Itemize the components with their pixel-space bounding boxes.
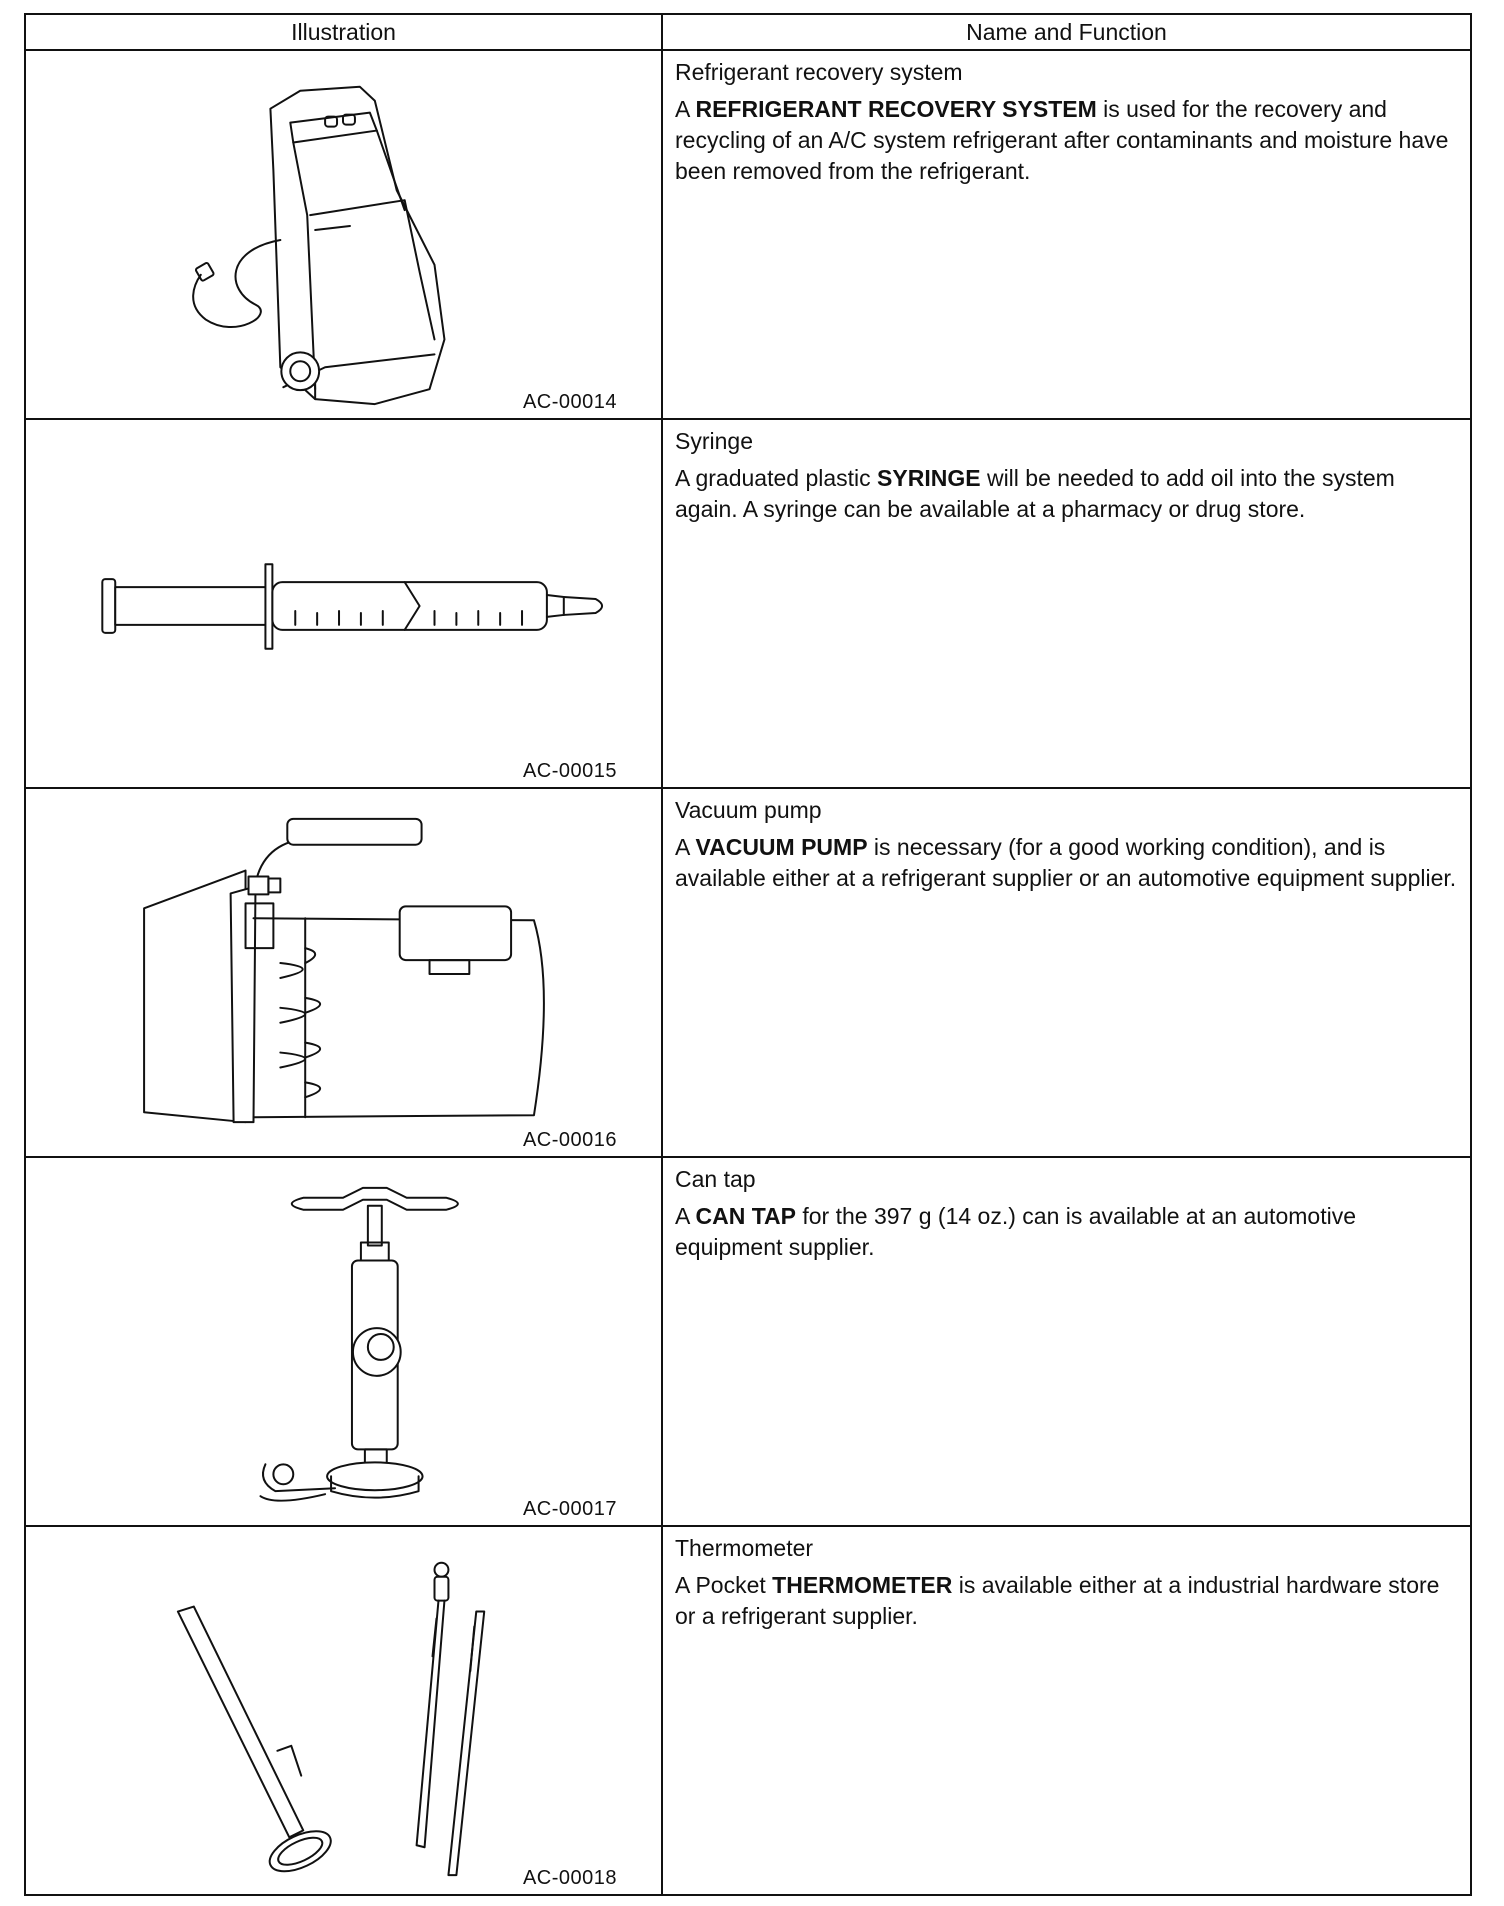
header-name-function: Name and Function [662, 14, 1471, 50]
vacuum-pump-icon [26, 789, 661, 1156]
tool-name: Refrigerant recovery system [675, 59, 963, 85]
table-row [25, 788, 1471, 1157]
tool-name: Syringe [675, 428, 753, 454]
table-row [25, 1526, 1471, 1895]
description-cell [662, 1526, 1471, 1895]
tool-function: A VACUUM PUMP is necessary (for a good working condition), and is available either at a refrigerant supplier or an automotive equipment supplier. [675, 834, 1457, 891]
syringe-icon [26, 420, 661, 787]
tool-name: Vacuum pump [675, 797, 822, 823]
figure-code: AC-00015 [522, 760, 617, 782]
thermometer-icon [26, 1527, 661, 1894]
description-cell [662, 1157, 1471, 1526]
tool-function: A CAN TAP for the 397 g (14 oz.) can is available at an automotive equipment supplier. [675, 1203, 1356, 1260]
tool-name: Thermometer [675, 1535, 814, 1561]
illustration-cell [25, 788, 662, 1157]
tool-name: Can tap [675, 1166, 756, 1192]
can-tap-icon [26, 1158, 661, 1525]
description-cell [662, 788, 1471, 1157]
illustration-cell [25, 1157, 662, 1526]
figure-code: AC-00014 [522, 391, 617, 413]
table-row [25, 50, 1471, 419]
illustration-cell [25, 419, 662, 788]
tools-table [24, 13, 1472, 1896]
description-cell [662, 419, 1471, 788]
figure-code: AC-00017 [522, 1498, 617, 1520]
tool-function: A REFRIGERANT RECOVERY SYSTEM is used for the recovery and recycling of an A/C system refrigerant after contaminants and moisture have been removed from the refrigerant. [675, 96, 1449, 184]
figure-code: AC-00018 [522, 1867, 617, 1889]
tool-function: A graduated plastic SYRINGE will be needed to add oil into the system again. A syringe can be available at a pharmacy or drug store. [675, 465, 1395, 522]
header-illustration: Illustration [25, 14, 662, 50]
refrigerant-recovery-system-icon [26, 51, 661, 418]
illustration-cell [25, 1526, 662, 1895]
tool-function: A Pocket THERMOMETER is available either at a industrial hardware store or a refrigerant supplier. [675, 1572, 1440, 1629]
description-cell [662, 50, 1471, 419]
illustration-cell [25, 50, 662, 419]
table-row [25, 1157, 1471, 1526]
table-row [25, 419, 1471, 788]
figure-code: AC-00016 [522, 1129, 617, 1151]
header-row [25, 14, 1471, 50]
